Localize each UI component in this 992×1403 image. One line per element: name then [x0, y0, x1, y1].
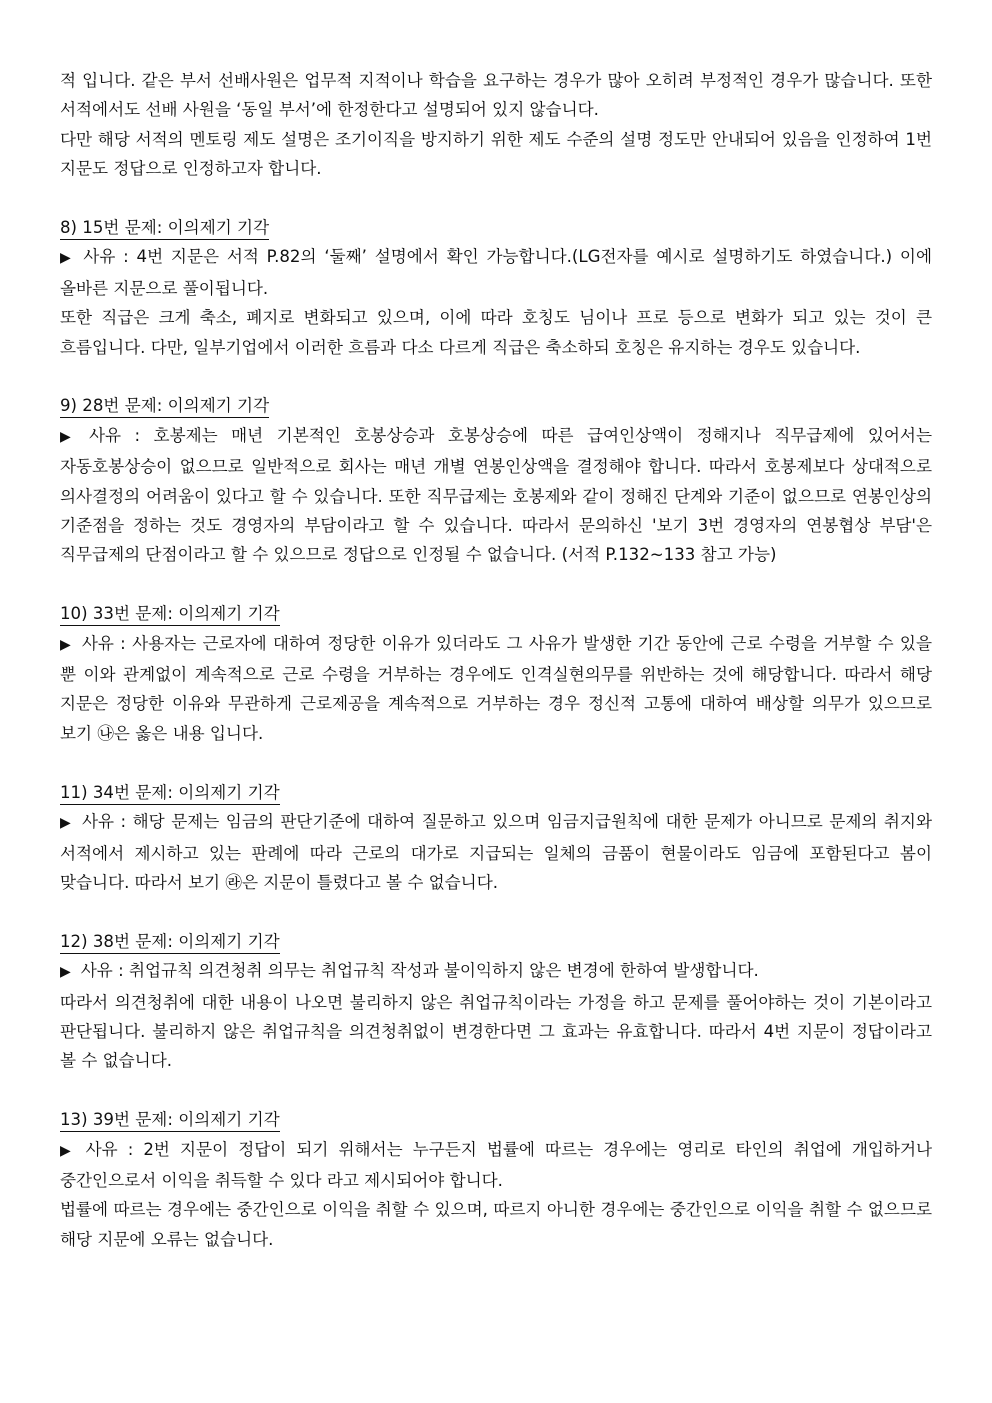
objection-item: [60, 599, 932, 748]
objection-reason: ▶ 사유 : 취업규칙 의견청취 의무는 취업규칙 작성과 불이익하지 않은 변경에 한하여 발생합니다.: [60, 961, 759, 981]
objection-reason: ▶ 사유 : 호봉제는 매년 기본적인 호봉상승과 호봉상승에 따른 급여인상액이 정해지나 직무급제에 있어서는 자동호봉상승이 없으므로 일반적으로 회사는 매년 개별 연봉인상액을 결정해야 합니다. 따라서 호봉제보다 상대적으로 의사결정의 어려움이 있다고 할 수 있습니다. 또한 직무급제는 호봉제와 같이 정해진 단계와 기준이 없으므로 연봉인상의 기준점을 정하는 것도 경영자의 부담이라고 할 수 있습니다. 따라서 문의하신 '보기 3번 경영자의 연봉협상 부담'은 직무급제의 단점이라고 할 수 있으므로 정답으로 인정될 수 없습니다. (서적 P.132~133 참고 가능): [60, 425, 932, 565]
objection-item: [60, 778, 932, 898]
objection-item: [60, 213, 932, 362]
arrow-bullet-icon: ▶: [60, 428, 79, 445]
objection-title: 13) 39번 문제: 이의제기 기각: [60, 1105, 280, 1132]
objection-title: 9) 28번 문제: 이의제기 기각: [60, 391, 269, 418]
objection-reason: ▶ 사유 : 해당 문제는 임금의 판단기준에 대하여 질문하고 있으며 임금지급원칙에 대한 문제가 아니므로 문제의 취지와 서적에서 제시하고 있는 판례에 따라 근로의 대가로 지급되는 일체의 금품이 현물이라도 임금에 포함된다고 봄이 맞습니다. 따라서 보기 ㉱은 지문이 틀렸다고 볼 수 없습니다.: [60, 812, 932, 892]
arrow-bullet-icon: ▶: [60, 1142, 76, 1159]
arrow-bullet-icon: ▶: [60, 250, 74, 267]
objection-reason: ▶ 사유 : 사용자는 근로자에 대하여 정당한 이유가 있더라도 그 사유가 발생한 기간 동안에 근로 수령을 거부할 수 있을 뿐 이와 관계없이 계속적으로 근로 수령을 거부하는 경우에도 인격실현의무를 위반하는 것에 해당합니다. 따라서 해당 지문은 정당한 이유와 무관하게 근로제공을 계속적으로 거부하는 경우 정신적 고통에 대하여 배상할 의무가 있으므로 보기 ㉯은 옳은 내용 입니다.: [60, 633, 932, 743]
objection-item: [60, 1105, 932, 1254]
arrow-bullet-icon: ▶: [60, 636, 72, 653]
intro-section: [60, 66, 932, 184]
objection-title: 12) 38번 문제: 이의제기 기각: [60, 927, 280, 954]
objection-paragraph: 법률에 따르는 경우에는 중간인으로 이익을 취할 수 있으며, 따르지 아니한 경우에는 중간인으로 이익을 취할 수 없으므로 해당 지문에 오류는 없습니다.: [60, 1200, 932, 1249]
arrow-bullet-icon: ▶: [60, 964, 71, 981]
intro-paragraph: 적 입니다. 같은 부서 선배사원은 업무적 지적이나 학습을 요구하는 경우가 많아 오히려 부정적인 경우가 많습니다. 또한 서적에서도 선배 사원을 ‘동일 부서’에 한정한다고 설명되어 있지 않습니다.: [60, 71, 932, 120]
objection-paragraph: 또한 직급은 크게 축소, 폐지로 변화되고 있으며, 이에 따라 호칭도 님이나 프로 등으로 변화가 되고 있는 것이 큰 흐름입니다. 다만, 일부기업에서 이러한 흐름과 다소 다르게 직급은 축소하되 호칭은 유지하는 경우도 있습니다.: [60, 308, 932, 357]
objection-reason: ▶ 사유 : 4번 지문은 서적 P.82의 ‘둘째’ 설명에서 확인 가능합니다.(LG전자를 예시로 설명하기도 하였습니다.) 이에 올바른 지문으로 풀이됩니다.: [60, 247, 932, 298]
objection-title: 11) 34번 문제: 이의제기 기각: [60, 778, 280, 805]
objection-paragraph: 따라서 의견청취에 대한 내용이 나오면 불리하지 않은 취업규칙이라는 가정을 하고 문제를 풀어야하는 것이 기본이라고 판단됩니다. 불리하지 않은 취업규칙을 의견청취없이 변경한다면 그 효과는 유효합니다. 따라서 4번 지문이 정답이라고 볼 수 없습니다.: [60, 992, 932, 1071]
objection-title: 8) 15번 문제: 이의제기 기각: [60, 213, 269, 240]
objection-title: 10) 33번 문제: 이의제기 기각: [60, 599, 280, 626]
arrow-bullet-icon: ▶: [60, 815, 72, 832]
objection-item: [60, 927, 932, 1076]
objection-reason: ▶ 사유 : 2번 지문이 정답이 되기 위해서는 누구든지 법률에 따르는 경우에는 영리로 타인의 취업에 개입하거나 중간인으로서 이익을 취득할 수 있다 라고 제시되어야 합니다.: [60, 1139, 932, 1190]
objection-item: [60, 391, 932, 569]
intro-paragraph: 다만 해당 서적의 멘토링 제도 설명은 조기이직을 방지하기 위한 제도 수준의 설명 정도만 안내되어 있음을 인정하여 1번 지문도 정답으로 인정하고자 합니다.: [60, 129, 932, 179]
